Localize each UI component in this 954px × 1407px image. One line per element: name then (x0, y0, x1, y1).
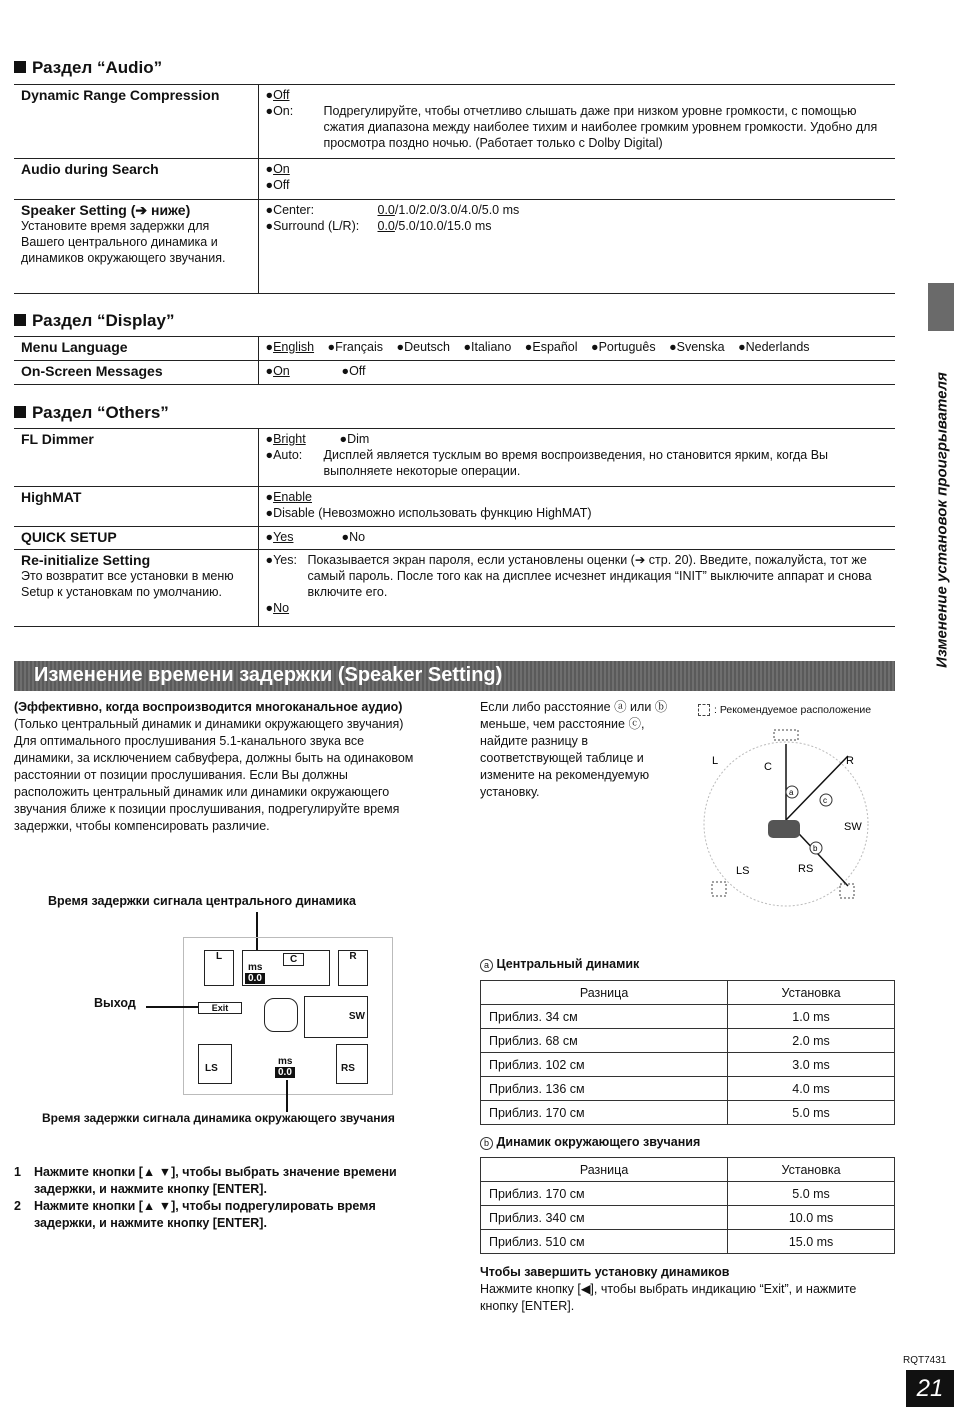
osd-speaker-l[interactable]: L (204, 950, 234, 986)
drc-on-option[interactable]: On: (273, 104, 294, 118)
recommended-position-icon (698, 704, 710, 716)
quick-yes-option[interactable]: Yes (273, 530, 294, 544)
osd-listener-icon (264, 998, 298, 1032)
step2-text: Нажмите кнопки [▲ ▼], чтобы подрегулировать время задержки, и нажмите кнопку [ENTER]. (34, 1199, 376, 1230)
display-table: Menu Language ●English ●Français ●Deutsch ●Italiano ●Español ●Português ●Svenska ●Nederlands On-Screen Messages ●On ●Off (14, 336, 895, 385)
surround-label: Surround (L/R): (273, 219, 360, 233)
drc-name: Dynamic Range Compression (21, 87, 220, 103)
intro-body: Для оптимального прослушивания 5.1-канального звука все динамики, за исключением сабвуфера, должны быть на одинаковом расстоянии от позиции прослушивания. Если Вы должны расположить центральный динамик или динамики окружающего звучания ближе к позиции прослушивания, подрегулируйте время задержки, чтобы компенсировать различие. (14, 734, 414, 833)
table-row: Приблиз. 68 см 2.0 ms (481, 1029, 895, 1053)
surround-delay-caption: Время задержки сигнала динамика окружающего звучания (42, 1111, 395, 1125)
ls-speaker-mark (712, 882, 726, 896)
room-label-l: L (712, 755, 719, 767)
fl-bright-option[interactable]: Bright (273, 432, 306, 446)
table-row: Приблиз. 510 см 15.0 ms (481, 1230, 895, 1254)
section-title-display: Раздел “Display” (14, 311, 174, 331)
section-title-audio: Раздел “Audio” (14, 58, 162, 78)
reinit-name: Re-initialize Setting (21, 552, 151, 568)
exit-pointer-line (146, 1006, 198, 1008)
rs-speaker-mark (840, 884, 854, 898)
lang-option-2[interactable]: Deutsch (404, 340, 450, 354)
osm-on-option[interactable]: On (273, 364, 290, 378)
audio-table: Dynamic Range Compression ●Off ●On: Подрегулируйте, чтобы отчетливо слышать даже при низком уровне громкости, с помощью сжатия диапазона между наиболее тихим и наиболее громким уровнем громкости. Удобно для просмотра поздно ночью. (Работает только с Dolby Digital) Audio during Search ●On ●Off Speaker Setting (➔ ниже) Установите время задержки для Вашего центрального динамика и динамиков окружающего звучания. ●Center: 0.0/1.0/2.0/3.0/4.0/5.0 ms ●Surround (L/R): 0.0/5.0/10.0/15.0 ms (14, 84, 895, 294)
speaker-setting-name: Speaker Setting (➔ ниже) (21, 202, 191, 218)
step2-number: 2 (14, 1199, 21, 1213)
lang-option-4[interactable]: Español (532, 340, 578, 354)
intro-text (14, 699, 414, 835)
step1-text: Нажмите кнопки [▲ ▼], чтобы выбрать значение времени задержки, и нажмите кнопку [ENTER]. (34, 1165, 397, 1196)
side-tab (928, 283, 954, 331)
highmat-disable-option[interactable]: Disable (Невозможно использовать функцию HighMAT) (273, 506, 592, 520)
finish-text: Нажмите кнопку [◀], чтобы выбрать индикацию “Exit”, и нажмите кнопку [ENTER]. (480, 1282, 857, 1313)
center-values[interactable]: /1.0/2.0/3.0/4.0/5.0 ms (394, 203, 520, 217)
surround-table-header: Разница (481, 1158, 728, 1182)
surround-values[interactable]: /5.0/10.0/15.0 ms (394, 219, 492, 233)
fl-dim-option[interactable]: Dim (347, 432, 370, 446)
center-table-header: Разница (481, 981, 728, 1005)
center-table-title: a Центральный динамик (480, 957, 639, 972)
osd-surround-ms: ms (278, 1056, 293, 1067)
osd-speaker-r[interactable]: R (338, 950, 368, 986)
section-banner: Изменение времени задержки (Speaker Setting) (14, 661, 895, 691)
room-mark-a: a (789, 788, 794, 797)
lang-option-1[interactable]: Français (335, 340, 384, 354)
quick-no-option[interactable]: No (349, 530, 366, 544)
fl-auto-desc: Дисплей является тусклым во время воспроизведения, но становится ярким, когда Вы выполняете некоторые операции. (323, 448, 829, 478)
center-table (480, 980, 895, 1125)
osd-center-value[interactable]: 0.0 (245, 973, 265, 984)
section-title-others: Раздел “Others” (14, 403, 169, 423)
osm-off-option[interactable]: Off (349, 364, 366, 378)
room-label-r: R (846, 755, 854, 767)
room-label-c: C (764, 761, 772, 773)
table-row: Приблиз. 340 см 10.0 ms (481, 1206, 895, 1230)
exit-label: Выход (94, 996, 136, 1010)
steps (14, 1164, 424, 1232)
table-row: Приблиз. 170 см 5.0 ms (481, 1101, 895, 1125)
center-label: Center: (273, 203, 315, 217)
intro-paren: (Только центральный динамик и динамики окружающего звучания) (14, 717, 404, 731)
room-mark-b: b (813, 844, 818, 853)
side-section-label: Изменение установок проигрывателя (933, 372, 951, 668)
osd-speaker-ls[interactable]: LS (198, 1044, 232, 1084)
room-label-rs: RS (798, 863, 814, 875)
lang-option-7[interactable]: Nederlands (745, 340, 810, 354)
surround-default[interactable]: 0.0 (377, 219, 395, 233)
reinit-desc: Это возвратит все установки в меню Setup к установкам по умолчанию. (21, 569, 234, 599)
audio-search-name: Audio during Search (21, 161, 159, 177)
lang-option-5[interactable]: Português (598, 340, 656, 354)
intro-bold: (Эффективно, когда воспроизводится многоканальное аудио) (14, 700, 403, 714)
table-row: Приблиз. 136 см 4.0 ms (481, 1077, 895, 1101)
surround-table (480, 1157, 895, 1254)
right-instructions: Если либо расстояние ⓐ или ⓑ меньше, чем расстояние ⓒ, найдите разницу в соответствующей таблице и измените на рекомендуемую установку. (480, 700, 668, 799)
recommended-position-legend: : Рекомендуемое расположение (714, 704, 872, 716)
room-mark-c: c (823, 796, 827, 805)
document-code: RQT7431 (903, 1355, 947, 1366)
page-number: 21 (906, 1370, 954, 1407)
step1-number: 1 (14, 1165, 21, 1179)
quick-setup-name: QUICK SETUP (21, 529, 117, 545)
center-delay-caption: Время задержки сигнала центрального динамика (48, 894, 356, 908)
surround-table-circle: b (480, 1137, 493, 1150)
reinit-yes-desc: Показывается экран пароля, если установлены оценки (➔ стр. 20). Введите, пожалуйста, тот же самый пароль. После того как на дисплее исчезнет индикация “INIT” выключите аппарат и снова включите его. (307, 553, 872, 599)
surround-pointer-line (286, 1080, 288, 1112)
center-speaker-mark (774, 730, 798, 740)
osd-surround-value[interactable]: 0.0 (275, 1067, 295, 1078)
listener-mark (768, 820, 800, 838)
center-default[interactable]: 0.0 (377, 203, 395, 217)
osd-center-ms: ms (248, 962, 263, 973)
table-row: Приблиз. 102 см 3.0 ms (481, 1053, 895, 1077)
drc-on-desc: Подрегулируйте, чтобы отчетливо слышать даже при низком уровне громкости, с помощью сжатия диапазона между наиболее тихим и наиболее громким уровнем громкости. Удобно для просмотра поздно ночью. (Работает только с Dolby Digital) (323, 104, 878, 150)
room-diagram (690, 724, 890, 924)
reinit-no-option[interactable]: No (273, 601, 290, 615)
room-label-sw: SW (844, 821, 862, 833)
osd-speaker-rs[interactable]: RS (336, 1044, 368, 1084)
surround-table-title: b Динамик окружающего звучания (480, 1135, 700, 1150)
osd-screen (183, 937, 393, 1095)
osm-name: On-Screen Messages (21, 363, 163, 379)
room-label-ls: LS (736, 865, 750, 877)
speaker-setting-desc: Установите время задержки для Вашего центрального динамика и динамиков окружающего звучания. (21, 219, 226, 265)
audio-search-off-option[interactable]: Off (273, 178, 290, 192)
lang-option-6[interactable]: Svenska (676, 340, 725, 354)
highmat-name: HighMAT (21, 489, 82, 505)
table-row: Приблиз. 170 см 5.0 ms (481, 1182, 895, 1206)
osd-subwoofer-box[interactable] (304, 996, 368, 1038)
lang-option-3[interactable]: Italiano (471, 340, 512, 354)
surround-table-header: Установка (728, 1158, 895, 1182)
center-table-header: Установка (728, 981, 895, 1005)
osd-speaker-c: C (283, 953, 304, 966)
audio-search-on-option[interactable]: On (273, 162, 290, 176)
others-table: FL Dimmer ●Bright ●Dim ●Auto: Дисплей является тусклым во время воспроизведения, но становится ярким, когда Вы выполняете некоторые операции. HighMAT ●Enable ●Disable (Невозможно использовать функцию HighMAT) QUICK SETUP ●Yes ●No Re-initialize Setting Это возвратит все установки в меню Setup к установкам по умолчанию. ●Yes: Показывается экран пароля, если установлены оценки (➔ стр. 20). Введите, пожалуйста, тот же самый пароль. После того как на дисплее исчезнет индикация “INIT” выключите аппарат и снова включите его. ●No (14, 428, 895, 627)
finish-note (480, 1264, 895, 1315)
highmat-enable-option[interactable]: Enable (273, 490, 312, 504)
lang-option-0[interactable]: English (273, 340, 315, 354)
center-table-circle: a (480, 959, 493, 972)
osd-speaker-sw: SW (348, 1011, 365, 1022)
finish-title: Чтобы завершить установку динамиков (480, 1265, 730, 1279)
fl-dimmer-name: FL Dimmer (21, 431, 94, 447)
fl-auto-option[interactable]: Auto: (273, 448, 303, 462)
drc-off-option[interactable]: Off (273, 88, 290, 102)
table-row: Приблиз. 34 см 1.0 ms (481, 1005, 895, 1029)
osd-exit-button[interactable]: Exit (198, 1002, 242, 1014)
reinit-yes-option[interactable]: Yes: (273, 553, 297, 567)
menu-language-name: Menu Language (21, 339, 128, 355)
